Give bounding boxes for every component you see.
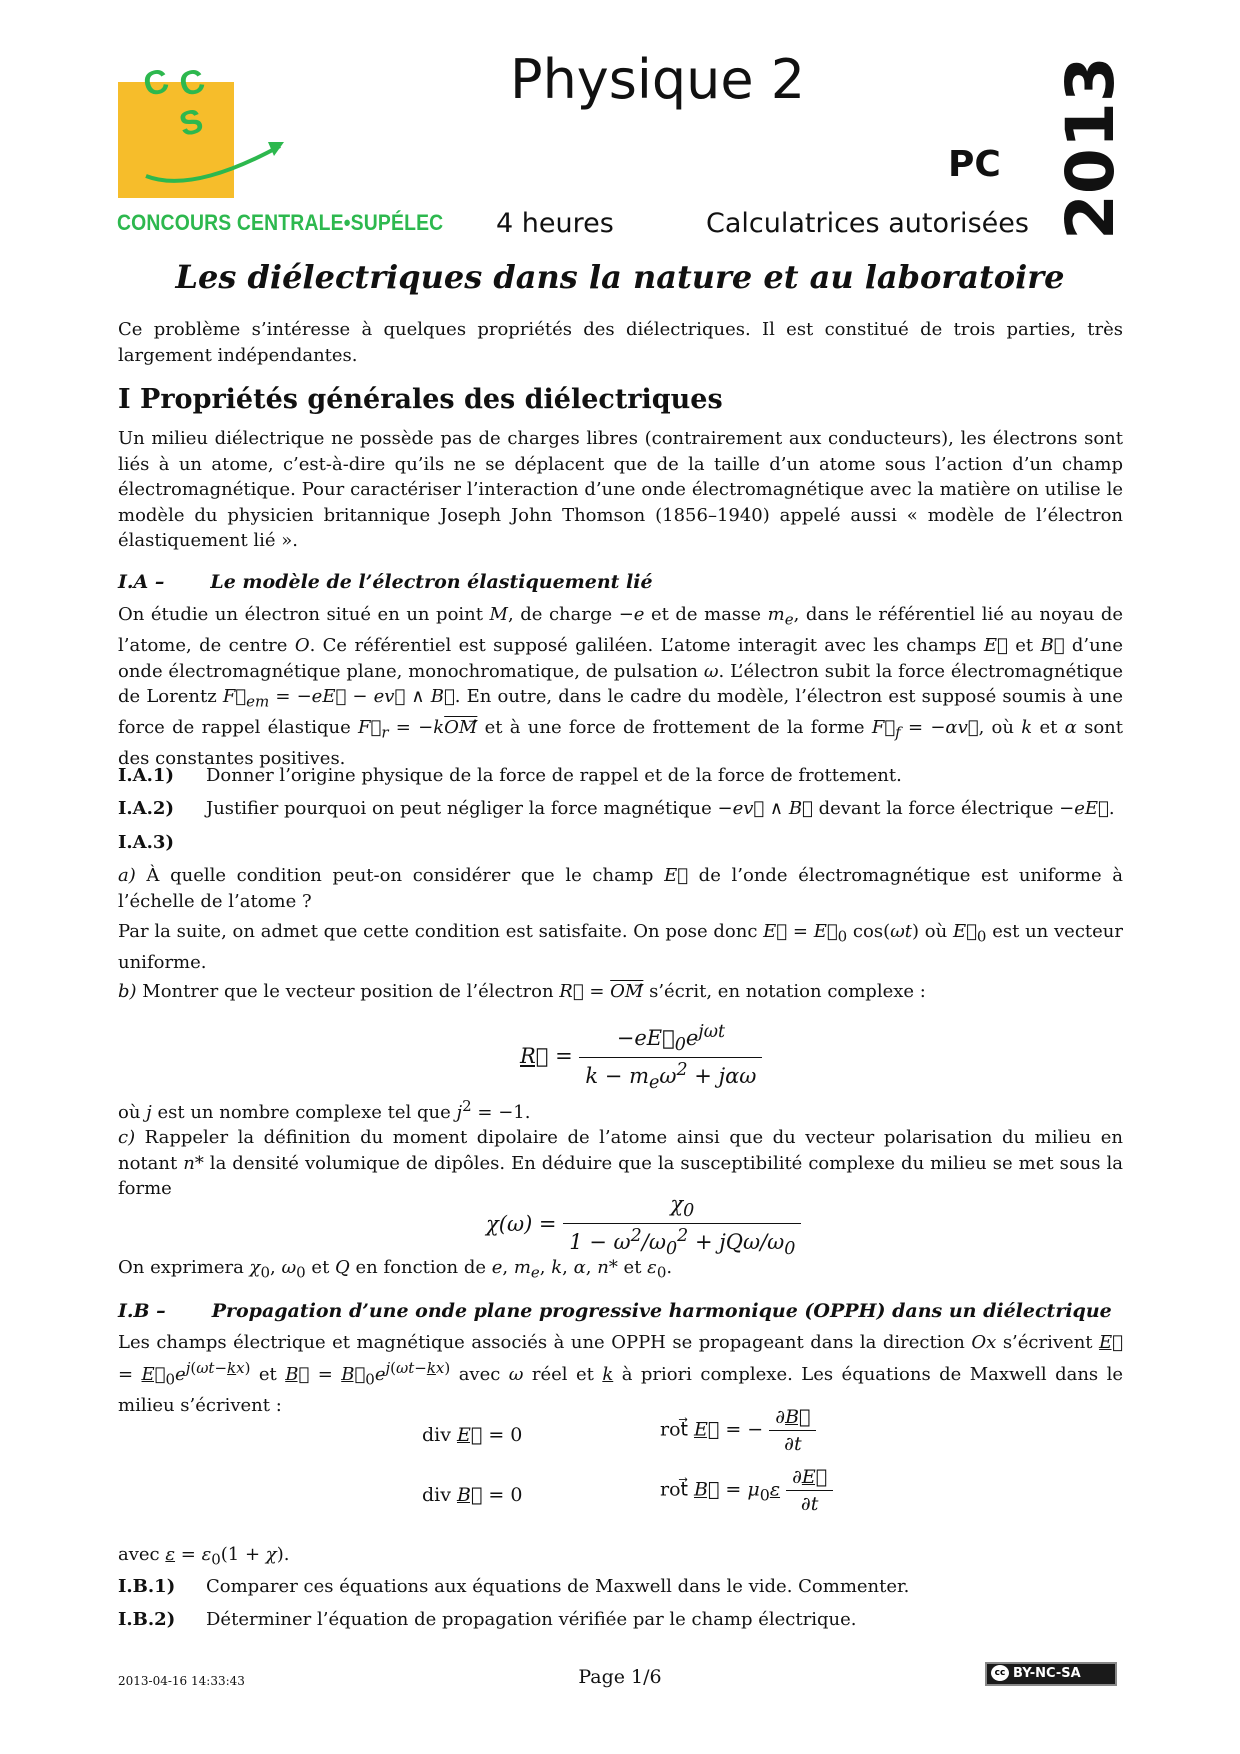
calculator-policy: Calculatrices autorisées (706, 208, 1029, 239)
section-title: I Propriétés générales des diélectriques (118, 384, 723, 415)
question-a3 (118, 830, 1123, 856)
exam-year: 2013 (1052, 56, 1129, 240)
intro-paragraph: Ce problème s’intéresse à quelques propriétés des diélectriques. Il est constitué de trois parties, très largement indépendantes. (118, 319, 1123, 366)
uniform-field-paragraph: Par la suite, on admet que cette condition est satisfaite. On pose donc E⃗ = $E⃗_0$ cos(ωt) où $E⃗_0$ est un vecteur uniforme. (118, 921, 1123, 974)
maxwell-rot-b: rot⃗ B⃗ = $\mu_0\varepsilon$ $\frac{\partial E⃗}{\partial t}$ (660, 1466, 833, 1515)
opph-paragraph: Les champs électrique et magnétique associés à une OPPH se propageant dans la direction Ox s’écrivent E⃗ = $E⃗_0e^{j(\omega t-kx)}$ et B⃗ = $B⃗_0e^{j(\omega t-kx)}$ avec ω réel et k à priori complexe. Les équations de Maxwell dans le milieu s’écrivent : (118, 1332, 1124, 1416)
complex-definition: où j est un nombre complexe tel que $j^2 = -1$. (118, 1097, 531, 1123)
question-a1 (118, 763, 1123, 789)
express-parameters: On exprimera $\chi_0$, $\omega_0$ et Q en fonction de e, $m_e$, k, α, n* et $\varepsilon_0$. (118, 1257, 673, 1282)
license-badge (985, 1662, 1117, 1686)
problem-title: Les diélectriques dans la nature et au laboratoire (175, 258, 1065, 296)
page-number: Page 1/6 (578, 1666, 662, 1688)
footer-timestamp: 2013-04-16 14:33:43 (118, 1674, 245, 1688)
exam-duration: 4 heures (496, 208, 614, 239)
epsilon-definition: avec $\varepsilon = \varepsilon_0(1 + \chi)$. (118, 1544, 290, 1569)
question-number: I.A.1) (118, 765, 174, 786)
position-equation: R⃗ = $\frac{-eE⃗_0e^{j\omega t}}{k - m_e\omega^2 + j\alpha\omega}$ (520, 1022, 762, 1093)
part-label: a) (118, 865, 136, 886)
question-text: Comparer ces équations aux équations de Maxwell dans le vide. Commenter. (206, 1576, 910, 1597)
question-a3-part-c: c) Rappeler la définition du moment dipolaire de l’atome ainsi que du vecteur polarisation du milieu en notant n* la densité volumique de dipôles. En déduire que la susceptibilité complexe du milieu se met sous la forme (118, 1127, 1123, 1199)
part-label: b) (118, 981, 137, 1002)
logo-letter-c2: C (175, 61, 209, 105)
susceptibility-equation: χ(ω) = $\frac{\chi_0}{1 - \omega^2/\omega_0^2 + jQ\omega/\omega_0}$ (486, 1192, 801, 1259)
question-a3-part-a: a) À quelle condition peut-on considérer que le champ E⃗ de l’onde électromagnétique est uniforme à l’échelle de l’atome ? (118, 865, 1123, 912)
maxwell-rot-e: rot⃗ E⃗ = − $\frac{\partial B⃗}{\partial t}$ (660, 1406, 816, 1455)
question-number: I.B.1) (118, 1576, 176, 1597)
question-b2 (118, 1607, 1123, 1633)
subsection-title: Le modèle de l’électron élastiquement lié (210, 571, 653, 593)
subsection-number: I.B – (118, 1300, 166, 1322)
maxwell-div-b: div B⃗ = 0 (422, 1484, 523, 1506)
question-a2: I.A.2) Justifier pourquoi on peut négliger la force magnétique −ev⃗ ∧ B⃗ devant la force électrique −eE⃗. (118, 796, 1123, 822)
model-paragraph: On étudie un électron situé en un point M, de charge −e et de masse $m_e$, dans le référentiel lié au noyau de l’atome, de centre O. Ce référentiel est supposé galiléen. L’atome interagit avec les champs E⃗ et B⃗ d’une onde électromagnétique plane, monochromatique, de pulsation ω. L’électron subit la force électromagnétique de Lorentz $F⃗_{em}$ = −eE⃗ − ev⃗ ∧ B⃗. En outre, dans le cadre du modèle, l’électron est supposé soumis à une force de rappel élastique $F⃗_r$ = $-k\overline{OM}⃗$ et à une force de frottement de la forme $F⃗_f$ = −αv⃗, où k et α sont des constantes positives. (118, 604, 1124, 770)
question-text: Donner l’origine physique de la force de rappel et de la force de frottement. (206, 765, 902, 786)
exam-track: PC (948, 144, 1001, 185)
logo-letter-c1: C (139, 61, 173, 105)
question-number: I.A.3) (118, 832, 174, 853)
subsection-heading-a (118, 571, 653, 593)
license-text: BY-NC-SA (1013, 1666, 1081, 1681)
contest-logo (118, 61, 234, 198)
question-a3-part-b: b) Montrer que le vecteur position de l’électron R⃗ = $\overline{OM}⃗$ s’écrit, en notation complexe : (118, 981, 926, 1002)
question-number: I.A.2) (118, 798, 174, 819)
question-b1 (118, 1574, 1123, 1600)
logo-letter-s: S (175, 101, 207, 145)
cc-icon: cc (991, 1665, 1009, 1681)
question-text: Déterminer l’équation de propagation vérifiée par le champ électrique. (206, 1609, 857, 1630)
part-label: c) (118, 1127, 136, 1148)
subsection-title: Propagation d’une onde plane progressive harmonique (OPPH) dans un diélectrique (211, 1300, 1112, 1322)
logo-caption: CONCOURS CENTRALE•SUPÉLEC (117, 210, 444, 235)
logo-arrow-icon (142, 132, 292, 192)
section-paragraph: Un milieu diélectrique ne possède pas de charges libres (contrairement aux conducteurs), les électrons sont liés à un atome, c’est-à-dire qu’ils ne se déplacent que de la taille d’un atome sous l’action d’un champ électromagnétique. Pour caractériser l’interaction d’une onde électromagnétique avec la matière on utilise le modèle du physicien britannique Joseph John Thomson (1856–1940) appelé aussi « modèle de l’électron élastiquement lié ». (118, 428, 1123, 551)
exam-title: Physique 2 (510, 48, 806, 111)
question-number: I.B.2) (118, 1609, 176, 1630)
subsection-heading-b (118, 1300, 1112, 1322)
subsection-number: I.A – (118, 571, 165, 593)
maxwell-div-e: div E⃗ = 0 (422, 1424, 523, 1446)
